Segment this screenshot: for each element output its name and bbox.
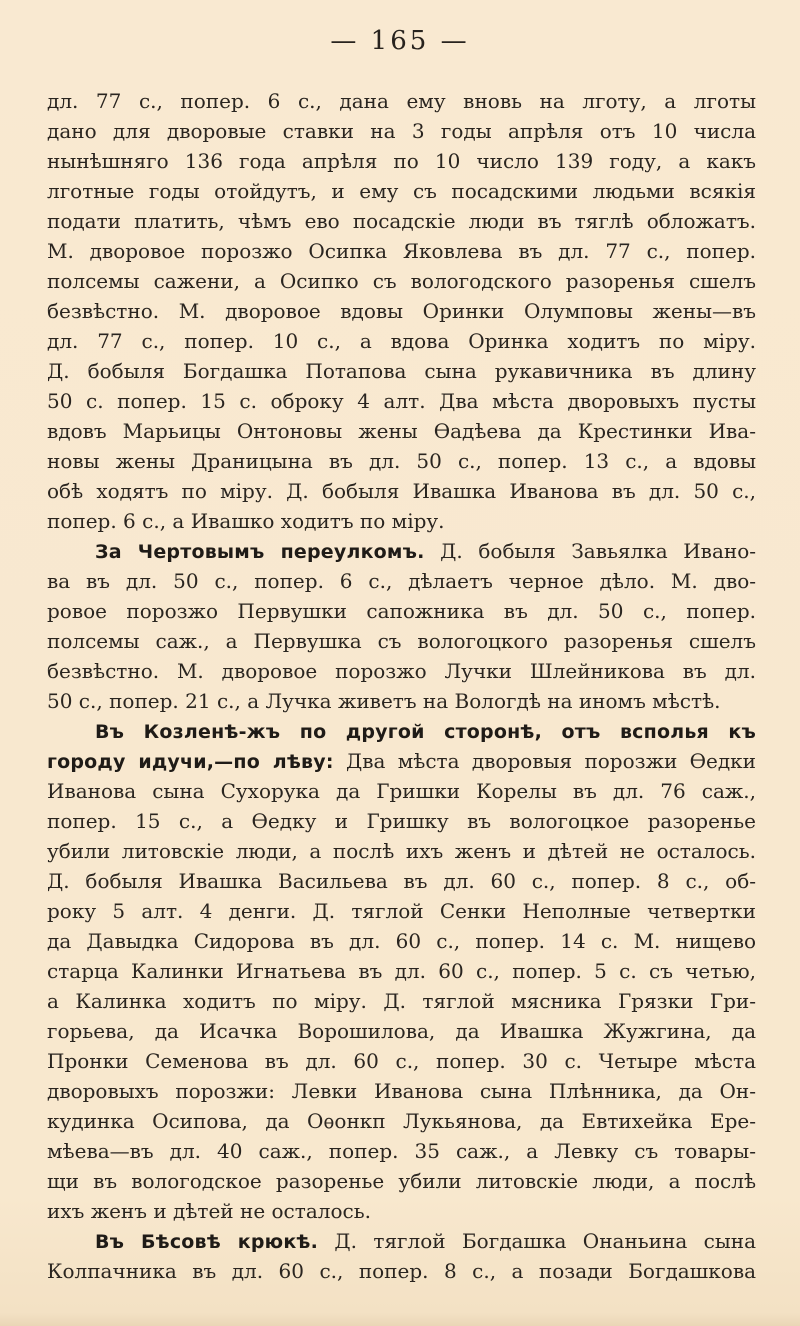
text-segment: Иванова сына Сухорука да Гришки Корелы въ дл. 76 саж., xyxy=(47,779,756,803)
text-line xyxy=(47,836,756,866)
text-segment: 50 с. попер. 15 с. оброку 4 алт. Два мѣста дворовыхъ пусты xyxy=(47,389,756,413)
text-segment: Д. бобыля Ивашка Васильева въ дл. 60 с., попер. 8 с., об- xyxy=(47,869,756,893)
section-heading: За Чертовымъ переулкомъ. xyxy=(95,541,425,563)
text-segment: полсемы саж., а Первушка съ вологоцкого разоренья сшелъ xyxy=(47,629,756,653)
text-segment: новы жены Драницына въ дл. 50 с., попер. 13 с., а вдовы xyxy=(47,449,756,473)
text-line xyxy=(47,86,756,116)
text-segment: обѣ ходятъ по міру. Д. бобыля Ивашка Иванова въ дл. 50 с., xyxy=(47,479,756,503)
text-segment: ровое порозжо Первушки сапожника въ дл. 50 с., попер. xyxy=(47,599,756,623)
text-line xyxy=(47,206,756,236)
text-line xyxy=(47,176,756,206)
text-line xyxy=(47,326,756,356)
text-segment: Д. тяглой Богдашка Онаньина сына xyxy=(318,1229,756,1253)
text-segment: вдовъ Марьицы Онтоновы жены Ѳадѣева да Крестинки Ива- xyxy=(47,419,756,443)
text-segment: ва въ дл. 50 с., попер. 6 с., дѣлаетъ черное дѣло. М. дво- xyxy=(47,569,756,593)
text-segment: дл. 77 с., попер. 6 с., дана ему вновь на лготу, а лготы xyxy=(47,89,756,113)
text-line xyxy=(47,1106,756,1136)
text-line xyxy=(47,476,756,506)
text-line xyxy=(47,1226,756,1256)
text-segment: безвѣстно. М. дворовое вдовы Оринки Олумповы жены—въ xyxy=(47,299,756,323)
text-segment: щи въ вологодское разоренье убили литовскіе люди, а послѣ xyxy=(47,1169,756,1193)
text-line xyxy=(47,116,756,146)
text-segment: М. дворовое порозжо Осипка Яковлева въ дл. 77 с., попер. xyxy=(47,239,756,263)
text-segment: Д. бобыля Богдашка Потапова сына рукавичника въ длину xyxy=(47,359,756,383)
text-line xyxy=(47,1136,756,1166)
text-line xyxy=(47,236,756,266)
section-heading: городу идучи,—по лѣву: xyxy=(47,751,334,773)
text-line xyxy=(47,566,756,596)
section-heading: Въ Бѣсовѣ крюкѣ. xyxy=(95,1231,319,1253)
text-segment: мѣева—въ дл. 40 саж., попер. 35 саж., а Левку съ товары- xyxy=(47,1139,756,1163)
text-line xyxy=(47,656,756,686)
text-segment: полсемы сажени, а Осипко съ вологодского разоренья сшелъ xyxy=(47,269,756,293)
text-line xyxy=(47,1196,756,1226)
text-line xyxy=(47,1256,756,1286)
text-line xyxy=(47,296,756,326)
text-line xyxy=(47,686,756,716)
text-line xyxy=(47,266,756,296)
paragraph xyxy=(47,1226,756,1286)
text-segment: Д. бобыля Завьялка Ивано- xyxy=(424,539,756,563)
text-line xyxy=(47,926,756,956)
text-line xyxy=(47,416,756,446)
text-line xyxy=(47,596,756,626)
text-line xyxy=(47,506,756,536)
text-segment: дл. 77 с., попер. 10 с., а вдова Оринка ходитъ по міру. xyxy=(47,329,756,353)
text-line xyxy=(47,956,756,986)
text-line xyxy=(47,746,756,776)
text-line xyxy=(47,986,756,1016)
text-line xyxy=(47,896,756,926)
text-line xyxy=(47,1076,756,1106)
text-line xyxy=(47,776,756,806)
text-line xyxy=(47,356,756,386)
text-segment: року 5 алт. 4 денги. Д. тяглой Сенки Неполные четвертки xyxy=(47,899,756,923)
text-segment: Два мѣста дворовыя порозжи Ѳедки xyxy=(333,749,756,773)
paragraph xyxy=(47,716,756,1226)
text-line xyxy=(47,386,756,416)
text-segment: убили литовскіе люди, а послѣ ихъ женъ и дѣтей не осталось. xyxy=(47,839,756,863)
text-line xyxy=(47,716,756,746)
text-line xyxy=(47,536,756,566)
text-segment: попер. 6 с., а Ивашко ходитъ по міру. xyxy=(47,509,445,533)
text-segment: безвѣстно. М. дворовое порозжо Лучки Шлейникова въ дл. xyxy=(47,659,756,683)
text-line xyxy=(47,1016,756,1046)
text-line xyxy=(47,146,756,176)
text-segment: Пронки Семенова въ дл. 60 с., попер. 30 с. Четыре мѣста xyxy=(47,1049,756,1073)
page-number: — 165 — xyxy=(330,26,470,56)
paragraph xyxy=(47,86,756,536)
text-segment: ихъ женъ и дѣтей не осталось. xyxy=(47,1199,371,1223)
text-line xyxy=(47,1166,756,1196)
text-segment: дано для дворовые ставки на 3 годы апрѣля отъ 10 числа xyxy=(47,119,756,143)
text-segment: старца Калинки Игнатьева въ дл. 60 с., попер. 5 с. съ четью, xyxy=(47,959,756,983)
text-line xyxy=(47,626,756,656)
paragraph xyxy=(47,536,756,716)
text-segment: горьева, да Исачка Ворошилова, да Ивашка Жужгина, да xyxy=(47,1019,756,1043)
text-segment: 50 с., попер. 21 с., а Лучка живетъ на Вологдѣ на иномъ мѣстѣ. xyxy=(47,689,721,713)
text-segment: попер. 15 с., а Ѳедку и Гришку въ вологоцкое разоренье xyxy=(47,809,756,833)
text-line xyxy=(47,1046,756,1076)
text-line xyxy=(47,446,756,476)
section-heading: Въ Козленѣ-жъ по другой сторонѣ, отъ всполья къ xyxy=(95,721,756,743)
text-segment: кудинка Осипова, да Оѳонкп Лукьянова, да Евтихейка Ере- xyxy=(47,1109,756,1133)
text-line xyxy=(47,866,756,896)
text-segment: Колпачника въ дл. 60 с., попер. 8 с., а позади Богдашкова xyxy=(47,1259,756,1283)
text-block xyxy=(47,86,756,1286)
text-segment: нынѣшняго 136 года апрѣля по 10 число 139 году, а какъ xyxy=(47,149,756,173)
text-line xyxy=(47,806,756,836)
text-segment: лготные годы отойдутъ, и ему съ посадскими людьми всякія xyxy=(47,179,756,203)
text-segment: да Давыдка Сидорова въ дл. 60 с., попер. 14 с. М. нищево xyxy=(47,929,756,953)
text-segment: а Калинка ходитъ по міру. Д. тяглой мясника Грязки Гри- xyxy=(47,989,756,1013)
text-segment: дворовыхъ порозжи: Левки Иванова сына Плѣнника, да Он- xyxy=(47,1079,756,1103)
text-segment: подати платить, чѣмъ ево посадскіе люди въ тяглѣ обложатъ. xyxy=(47,209,756,233)
